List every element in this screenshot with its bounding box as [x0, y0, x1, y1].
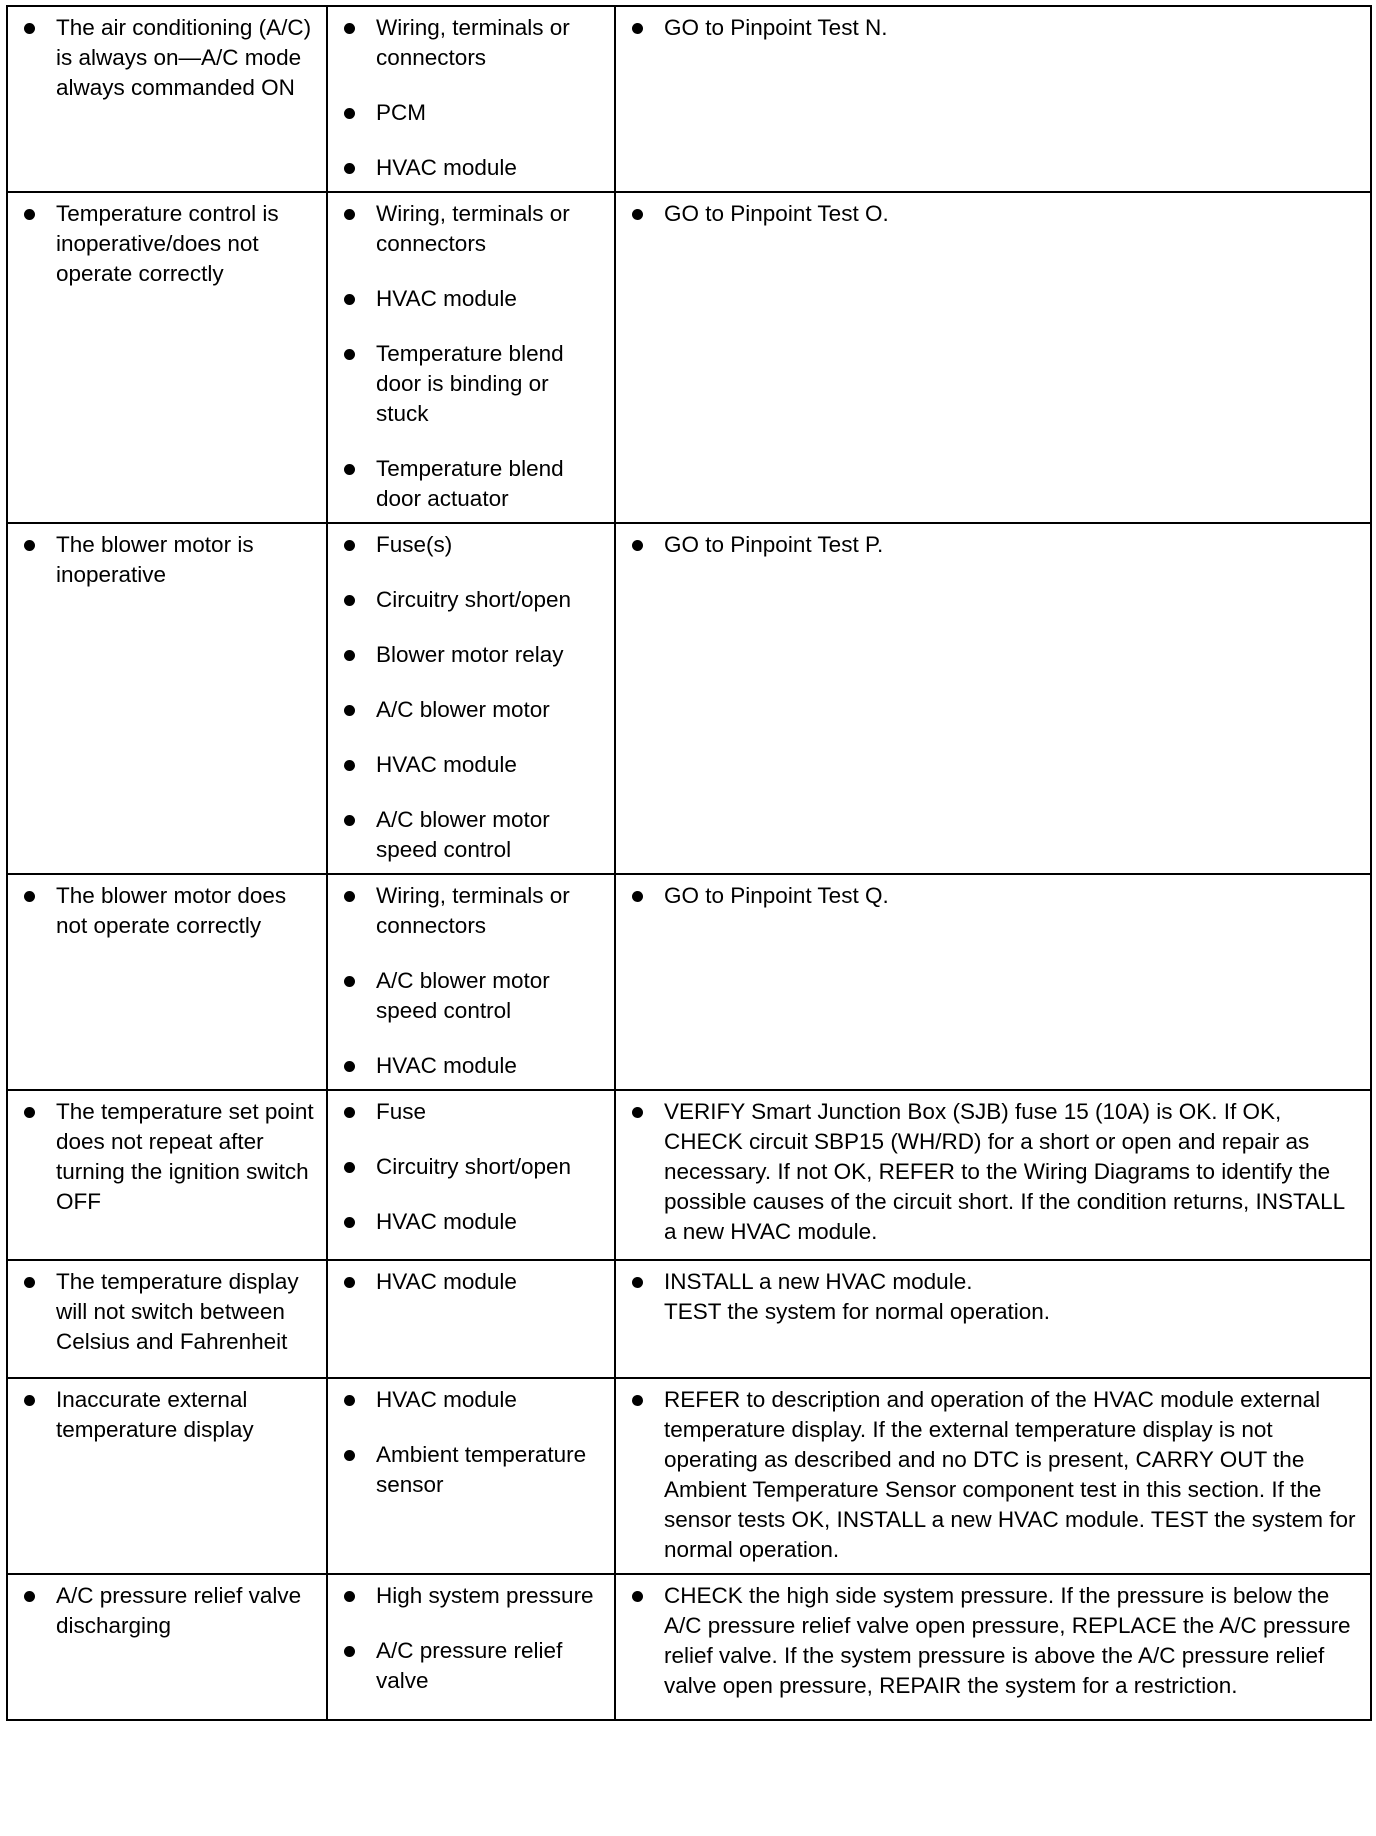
condition-list: [22, 1385, 314, 1445]
table-row: [7, 1260, 1371, 1378]
condition-item-line: A/C pressure relief valve discharging: [56, 1583, 302, 1638]
possible-source-item: A/C blower motor speed control: [342, 966, 602, 1026]
symptom-chart-table: [6, 5, 1372, 1721]
possible-source-item: HVAC module: [342, 1267, 602, 1297]
action-list: [630, 199, 1358, 229]
condition-item-line: Temperature control is inoperative/does not operate correctly: [56, 201, 279, 286]
action-item-line: REFER to description and operation of the HVAC module external temperature display. If the external temperature display is not operating as described and no DTC is present, CARRY OUT the Ambient Temperature Sensor component test in this section. If the sensor tests OK, INSTALL a new HVAC module. TEST the system for normal operation.: [664, 1387, 1356, 1562]
table-row: [7, 6, 1371, 192]
condition-item: [22, 1581, 314, 1641]
action-cell: [615, 192, 1371, 523]
condition-item: [22, 13, 314, 103]
condition-cell: [7, 6, 327, 192]
action-list: [630, 881, 1358, 911]
condition-cell: [7, 1090, 327, 1260]
possible-source-item: Wiring, terminals or connectors: [342, 881, 602, 941]
possible-source-cell: [327, 1090, 615, 1260]
action-item-line: GO to Pinpoint Test O.: [664, 201, 889, 226]
condition-cell: [7, 523, 327, 874]
possible-source-item: Temperature blend door actuator: [342, 454, 602, 514]
action-item-line: TEST the system for normal operation.: [664, 1299, 1050, 1324]
possible-source-cell: [327, 1574, 615, 1720]
possible-source-item: A/C blower motor speed control: [342, 805, 602, 865]
possible-source-list: [342, 1097, 602, 1237]
condition-cell: [7, 192, 327, 523]
possible-source-list: [342, 1581, 602, 1696]
possible-source-item: HVAC module: [342, 1385, 602, 1415]
possible-source-item: Temperature blend door is binding or stuck: [342, 339, 602, 429]
possible-source-item: PCM: [342, 98, 602, 128]
table-row: [7, 1090, 1371, 1260]
action-list: [630, 1097, 1358, 1247]
action-cell: [615, 523, 1371, 874]
possible-source-item: Circuitry short/open: [342, 585, 602, 615]
possible-source-item: Ambient temperature sensor: [342, 1440, 602, 1500]
action-cell: [615, 1378, 1371, 1574]
action-item: [630, 13, 1358, 43]
possible-source-cell: [327, 6, 615, 192]
action-item-line: GO to Pinpoint Test Q.: [664, 883, 889, 908]
condition-item: [22, 1385, 314, 1445]
possible-source-list: [342, 881, 602, 1081]
condition-item: [22, 199, 314, 289]
condition-cell: [7, 1260, 327, 1378]
condition-cell: [7, 1378, 327, 1574]
possible-source-cell: [327, 1260, 615, 1378]
condition-list: [22, 1581, 314, 1641]
condition-list: [22, 13, 314, 103]
possible-source-item: Fuse(s): [342, 530, 602, 560]
action-item-line: CHECK the high side system pressure. If the pressure is below the A/C pressure relief valve open pressure, REPLACE the A/C pressure relief valve. If the system pressure is above the A/C pressure relief valve open pressure, REPAIR the system for a restriction.: [664, 1583, 1351, 1698]
condition-item: [22, 530, 314, 590]
possible-source-item: A/C pressure relief valve: [342, 1636, 602, 1696]
condition-item: [22, 1267, 314, 1357]
possible-source-list: [342, 1267, 602, 1297]
action-list: [630, 1581, 1358, 1701]
possible-source-item: Circuitry short/open: [342, 1152, 602, 1182]
action-item: [630, 530, 1358, 560]
possible-source-cell: [327, 192, 615, 523]
possible-source-item: HVAC module: [342, 1051, 602, 1081]
table-row: [7, 1574, 1371, 1720]
condition-item-line: Inaccurate external temperature display: [56, 1387, 254, 1442]
condition-cell: [7, 874, 327, 1090]
condition-item: [22, 1097, 314, 1217]
possible-source-cell: [327, 523, 615, 874]
action-list: [630, 13, 1358, 43]
action-item-line: GO to Pinpoint Test N.: [664, 15, 888, 40]
action-list: [630, 1385, 1358, 1565]
possible-source-item: Fuse: [342, 1097, 602, 1127]
possible-source-item: Wiring, terminals or connectors: [342, 199, 602, 259]
condition-cell: [7, 1574, 327, 1720]
possible-source-item: High system pressure: [342, 1581, 602, 1611]
action-item-line: INSTALL a new HVAC module.: [664, 1269, 973, 1294]
possible-source-item: Blower motor relay: [342, 640, 602, 670]
action-item-line: GO to Pinpoint Test P.: [664, 532, 884, 557]
possible-source-item: HVAC module: [342, 750, 602, 780]
condition-item-line: The blower motor is inoperative: [56, 532, 254, 587]
condition-item-line: The blower motor does not operate correctly: [56, 883, 287, 938]
possible-source-item: HVAC module: [342, 1207, 602, 1237]
action-list: [630, 530, 1358, 560]
table-row: [7, 1378, 1371, 1574]
condition-list: [22, 199, 314, 289]
table-row: [7, 523, 1371, 874]
possible-source-list: [342, 1385, 602, 1500]
action-item: [630, 1581, 1358, 1701]
possible-source-item: HVAC module: [342, 284, 602, 314]
action-item: [630, 881, 1358, 911]
condition-list: [22, 1097, 314, 1217]
possible-source-cell: [327, 1378, 615, 1574]
table-row: [7, 192, 1371, 523]
action-item: [630, 1385, 1358, 1565]
possible-source-cell: [327, 874, 615, 1090]
action-item: [630, 1097, 1358, 1247]
condition-list: [22, 881, 314, 941]
action-cell: [615, 1574, 1371, 1720]
action-cell: [615, 1090, 1371, 1260]
table-row: [7, 874, 1371, 1090]
possible-source-list: [342, 530, 602, 865]
action-cell: [615, 874, 1371, 1090]
symptom-chart-body: [7, 6, 1371, 1720]
condition-list: [22, 530, 314, 590]
action-list: [630, 1267, 1358, 1327]
possible-source-list: [342, 13, 602, 183]
action-item: [630, 1267, 1358, 1327]
action-cell: [615, 1260, 1371, 1378]
possible-source-item: HVAC module: [342, 153, 602, 183]
condition-item: [22, 881, 314, 941]
action-item-line: VERIFY Smart Junction Box (SJB) fuse 15 (10A) is OK. If OK, CHECK circuit SBP15 (WH/RD) for a short or open and repair as necessary. If not OK, REFER to the Wiring Diagrams to identify the possible causes of the circuit short. If the condition returns, INSTALL a new HVAC module.: [664, 1099, 1345, 1244]
condition-list: [22, 1267, 314, 1357]
condition-item-line: The temperature set point does not repeat after turning the ignition switch OFF: [56, 1099, 314, 1214]
possible-source-item: A/C blower motor: [342, 695, 602, 725]
possible-source-item: Wiring, terminals or connectors: [342, 13, 602, 73]
condition-item-line: The air conditioning (A/C) is always on—A/C mode always commanded ON: [56, 15, 312, 100]
action-cell: [615, 6, 1371, 192]
condition-item-line: The temperature display will not switch between Celsius and Fahrenheit: [56, 1269, 299, 1354]
possible-source-list: [342, 199, 602, 514]
action-item: [630, 199, 1358, 229]
